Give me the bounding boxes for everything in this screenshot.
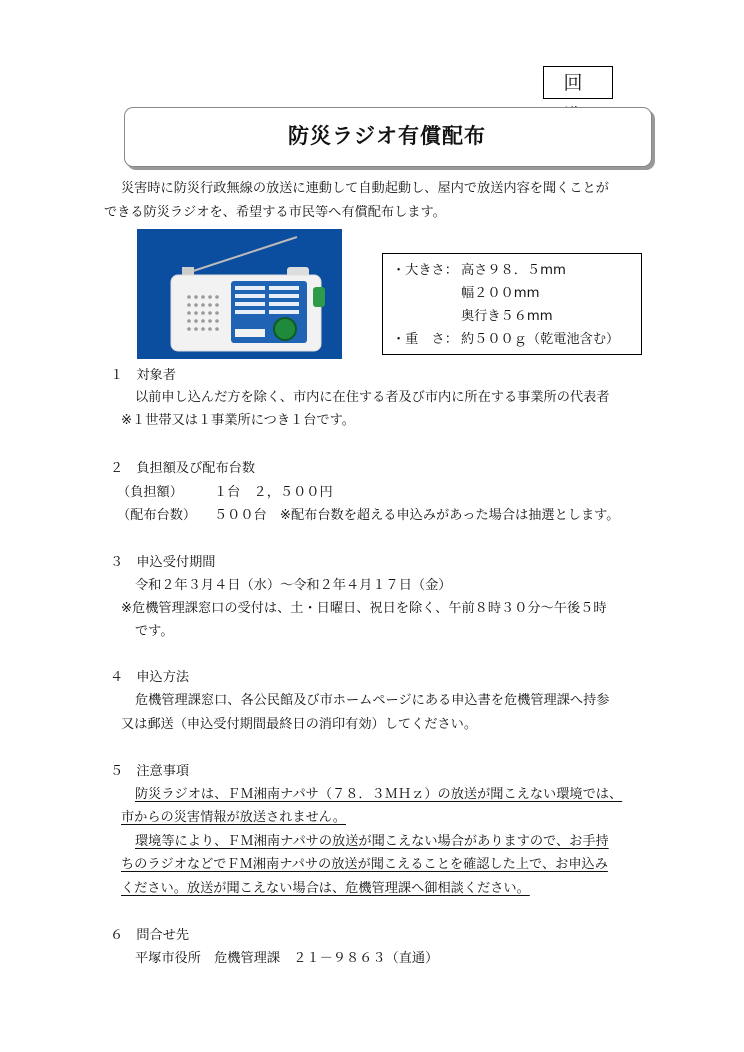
count-value: ５００台 ※配布台数を超える申込みがあった場合は抽選とします。 [214,508,620,523]
section-1-line: 以前申し込んだ方を除く、市内に在住する者及び市内に所在する事業所の代表者 [135,390,610,405]
radio-photo [137,229,342,359]
section-2-heading: ２ 負担額及び配布台数 [110,461,256,476]
contact-line: 平塚市役所 危機管理課 ２１－９８６３（直通） [135,951,439,966]
section-4-line-1: 危機管理課窓口、各公民館及び市ホームページにある申込書を危機管理課へ持参 [135,693,610,708]
spec-height: 高さ９８．５mm [461,263,566,278]
intro-line-1: 災害時に防災行政無線の放送に連動して自動起動し、屋内で放送内容を聞くことが [121,181,609,196]
burden-label: （負担額） [117,485,183,500]
section-5-line-3: 環境等により、ＦＭ湘南ナパサの放送が聞こえない場合がありますので、お手持 [135,834,609,849]
section-3-note-2: です。 [135,624,174,639]
section-5-line-5: ください。放送が聞こえない場合は、危機管理課へ御相談ください。 [121,881,530,896]
burden-value: １台 ２，５００円 [214,485,333,500]
section-3-note-1: ※危機管理課窓口の受付は、土・日曜日、祝日を除く、午前８時３０分～午後５時 [121,601,607,616]
section-5-line-2: 市からの災害情報が放送されません。 [121,810,346,825]
page-title: 防災ラジオ有償配布 [288,124,486,148]
section-4-heading: ４ 申込方法 [110,670,190,685]
spec-width: 幅２００mm [461,286,540,301]
section-5-line-1: 防災ラジオは、ＦＭ湘南ナパサ（７８．３ＭＨｚ）の放送が聞こえない環境では、 [135,787,623,802]
circulation-stamp: 回 [543,66,613,99]
spec-depth: 奥行き５６mm [461,309,553,324]
section-1-note: ※１世帯又は１事業所につき１台です。 [121,413,355,428]
spec-weight: 約５００ｇ（乾電池含む） [461,332,620,347]
section-5-line-4: ちのラジオなどでＦＭ湘南ナパサの放送が聞こえることを確認した上で、お申込み [121,857,608,872]
section-6-heading: ６ 問合せ先 [110,928,190,943]
section-3-period: 令和２年３月４日（水）～令和２年４月１７日（金） [135,578,452,593]
section-5-heading: ５ 注意事項 [110,764,190,779]
section-1-heading: １ 対象者 [110,368,176,383]
spec-size-label: ・大きさ： [392,263,458,278]
count-label: （配布台数） [117,508,197,523]
section-4-line-2: 又は郵送（申込受付期間最終日の消印有効）してください。 [121,717,478,732]
intro-line-2: できる防災ラジオを、希望する市民等へ有償配布します。 [104,205,446,220]
spec-weight-label: ・重 さ： [392,332,458,347]
section-3-heading: ３ 申込受付期間 [110,555,216,570]
